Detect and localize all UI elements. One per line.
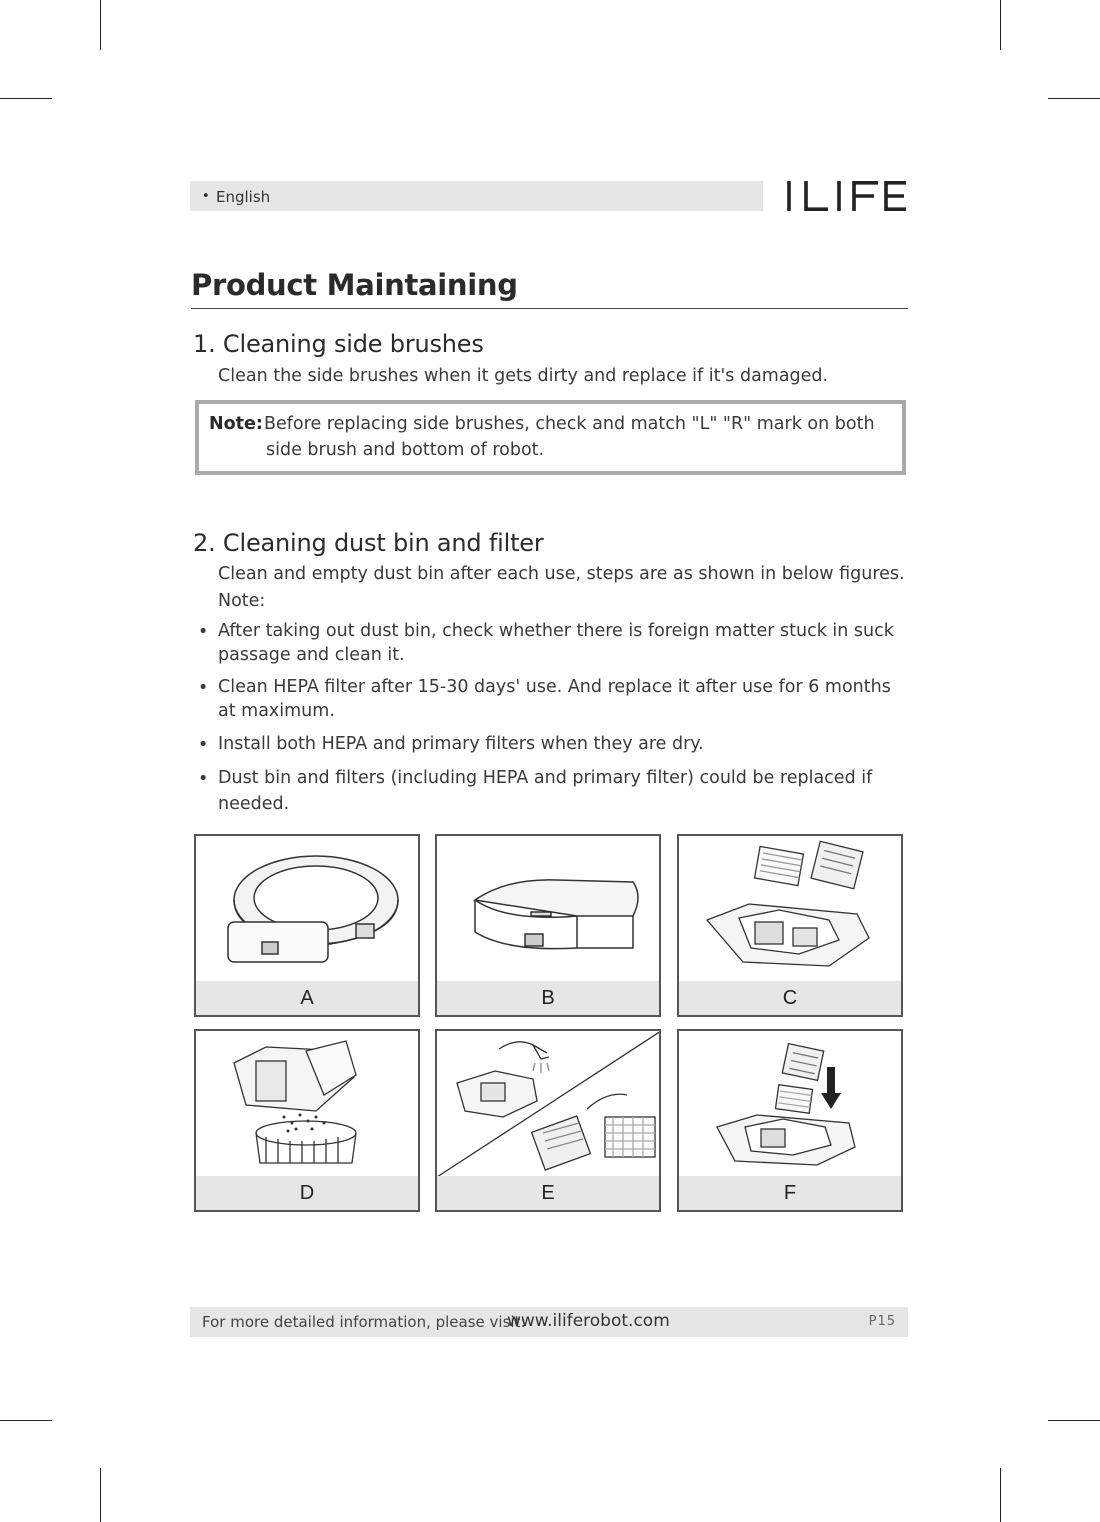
figure-label: E <box>437 1176 659 1210</box>
dustbin-illustration <box>437 836 659 982</box>
figure-e <box>435 1029 661 1212</box>
section1-heading: 1. Cleaning side brushes <box>193 330 484 358</box>
note-box <box>195 400 906 475</box>
section1-text: Clean the side brushes when it gets dirty and replace if it's damaged. <box>218 366 829 386</box>
bullet-icon: • <box>198 678 209 698</box>
section2-heading: 2. Cleaning dust bin and filter <box>193 529 544 557</box>
robot-dustbin-out-illustration <box>196 836 418 982</box>
bullet-icon: • <box>202 189 210 204</box>
note-label: Note: <box>209 414 263 434</box>
bullet-icon: • <box>198 622 209 642</box>
crop-mark <box>100 1468 101 1522</box>
figure-c <box>677 834 903 1017</box>
figure-label: C <box>679 981 901 1015</box>
note-line-1: Before replacing side brushes, check and match "L" "R" mark on both <box>264 414 875 434</box>
website-link[interactable]: www.iliferobot.com <box>507 1311 670 1331</box>
title-divider <box>191 308 908 309</box>
bullet-icon: • <box>198 769 209 789</box>
bullet-3-line-1: Install both HEPA and primary filters when they are dry. <box>218 734 704 754</box>
footer-text: For more detailed information, please visit: <box>202 1313 526 1331</box>
section2-note: Note: <box>218 591 266 611</box>
bullet-2-line-2: at maximum. <box>218 701 335 721</box>
open-dustbin-filters-illustration <box>679 836 901 982</box>
figure-f <box>677 1029 903 1212</box>
note-line-2: side brush and bottom of robot. <box>266 440 545 460</box>
figure-label: A <box>196 981 418 1015</box>
brand-logo <box>786 180 908 212</box>
crop-mark <box>100 0 101 50</box>
crop-mark <box>1048 98 1100 99</box>
arrow-down-icon <box>821 1067 841 1109</box>
wash-filter-illustration <box>437 1031 659 1177</box>
bullet-1-line-2: passage and clean it. <box>218 645 405 665</box>
figure-b <box>435 834 661 1017</box>
figure-a <box>194 834 420 1017</box>
figure-label: F <box>679 1176 901 1210</box>
crop-mark <box>0 1420 52 1421</box>
footer-bar <box>190 1307 908 1337</box>
language-label: English <box>216 188 271 206</box>
crop-mark <box>0 98 52 99</box>
figure-label: B <box>437 981 659 1015</box>
install-filters-illustration <box>679 1031 901 1177</box>
section2-text: Clean and empty dust bin after each use, steps are as shown in below figures. <box>218 564 905 584</box>
bullet-4-line-1: Dust bin and filters (including HEPA and primary filter) could be replaced if <box>218 768 873 788</box>
crop-mark <box>1048 1420 1100 1421</box>
language-bar <box>190 181 763 211</box>
figure-label: D <box>196 1176 418 1210</box>
page-number: P15 <box>868 1314 896 1329</box>
crop-mark <box>1000 1468 1001 1522</box>
bullet-2-line-1: Clean HEPA filter after 15-30 days' use. And replace it after use for 6 months <box>218 677 891 697</box>
figure-d <box>194 1029 420 1212</box>
bullet-4-line-2: needed. <box>218 794 290 814</box>
bullet-1-line-1: After taking out dust bin, check whether there is foreign matter stuck in suck <box>218 621 894 641</box>
page-title: Product Maintaining <box>191 268 518 302</box>
crop-mark <box>1000 0 1001 50</box>
empty-dustbin-illustration <box>196 1031 418 1177</box>
bullet-icon: • <box>198 735 209 755</box>
